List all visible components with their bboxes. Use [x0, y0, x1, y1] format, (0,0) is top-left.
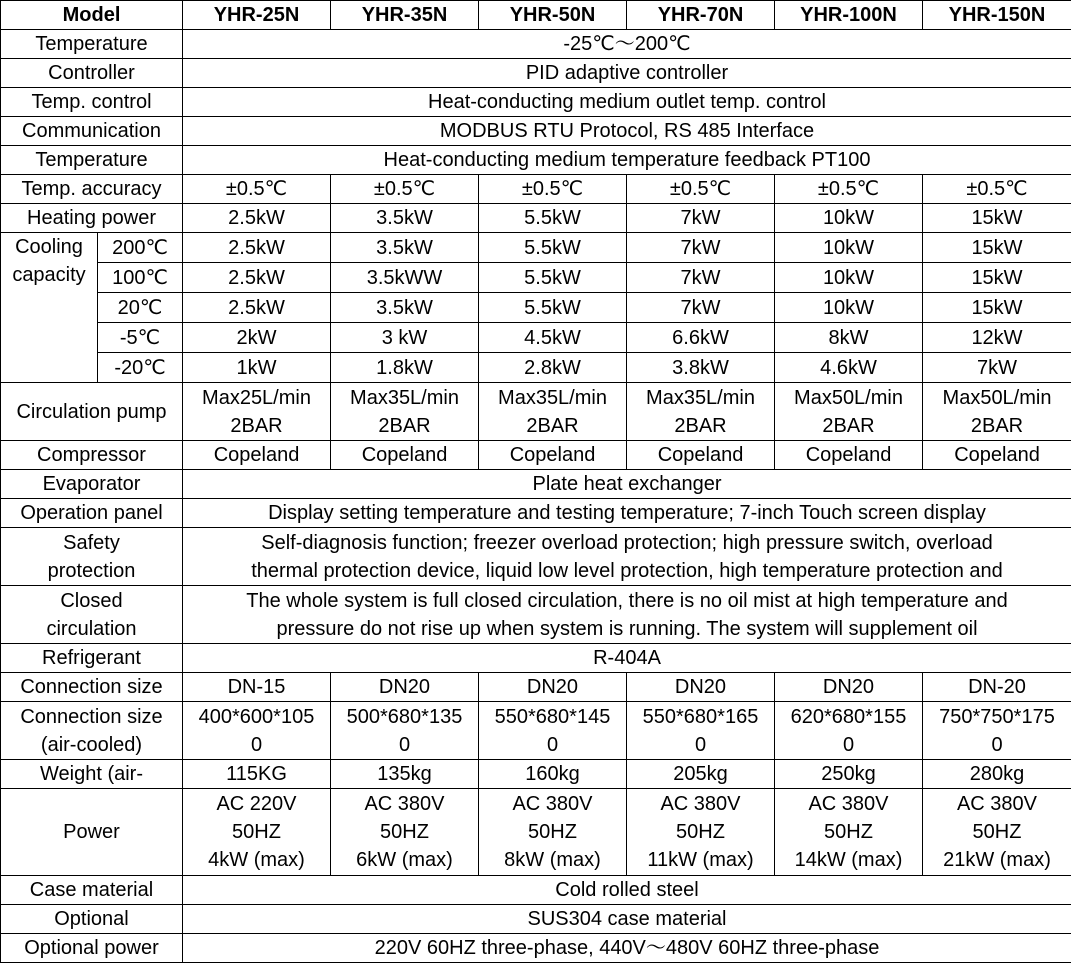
table-cell: 8kW	[775, 323, 923, 353]
evaporator-value: Plate heat exchanger	[183, 470, 1071, 499]
closed-line2: pressure do not rise up when system is running. The system will supplement oil	[276, 617, 978, 640]
table-cell: 205kg	[627, 760, 775, 789]
cooling-row-100	[1, 263, 1071, 293]
dimension-line1: 500*680*135	[346, 705, 463, 728]
pump-pressure: 2BAR	[970, 414, 1024, 437]
row-label: Circulation pump	[1, 383, 183, 441]
safety-protection-row	[1, 528, 1071, 586]
dimension-line1: 620*680*155	[790, 705, 907, 728]
row-label	[1, 586, 183, 644]
safety-line2: thermal protection device, liquid low level protection, high temperature protection and	[251, 559, 1003, 582]
table-cell	[331, 702, 479, 760]
power-max: 4kW (max)	[208, 849, 305, 871]
table-cell: 7kW	[923, 353, 1071, 383]
row-label: Temp. accuracy	[1, 175, 183, 204]
dimensions-row	[1, 702, 1071, 760]
pump-flow: Max35L/min	[498, 386, 607, 409]
weight-row	[1, 760, 1071, 789]
table-cell: DN20	[479, 673, 627, 702]
table-cell: 2.8kW	[479, 353, 627, 383]
cooling-temp: 100℃	[98, 263, 183, 293]
case-material-row	[1, 876, 1071, 905]
power-max: 11kW (max)	[647, 849, 754, 871]
pump-pressure: 2BAR	[674, 414, 727, 437]
table-cell: 7kW	[627, 263, 775, 293]
optional-row	[1, 905, 1071, 934]
circulation-pump-row	[1, 383, 1071, 441]
table-cell	[183, 383, 331, 441]
table-cell: 115KG	[183, 760, 331, 789]
dimension-line1: 400*600*105	[198, 705, 315, 728]
dimensions-label-line1: Connection size	[20, 705, 163, 728]
communication-row	[1, 117, 1071, 146]
table-cell: 1kW	[183, 353, 331, 383]
table-cell	[923, 702, 1071, 760]
row-label: Connection size	[1, 673, 183, 702]
dimension-line1: 550*680*145	[494, 705, 611, 728]
row-label	[1, 702, 183, 760]
table-cell: Copeland	[331, 441, 479, 470]
row-label: Temperature	[1, 30, 183, 59]
table-cell: 10kW	[775, 263, 923, 293]
model-name: YHR-150N	[923, 1, 1071, 30]
table-cell: DN20	[331, 673, 479, 702]
closed-label-line2: circulation	[46, 617, 137, 640]
power-frequency: 50HZ	[528, 821, 577, 843]
cooling-temp: -5℃	[98, 323, 183, 353]
table-cell	[627, 702, 775, 760]
closed-circulation-value	[183, 586, 1071, 644]
table-cell: Copeland	[923, 441, 1071, 470]
table-cell: 15kW	[923, 263, 1071, 293]
table-cell: DN-15	[183, 673, 331, 702]
power-max: 21kW (max)	[943, 849, 1051, 871]
pump-flow: Max35L/min	[646, 386, 755, 409]
table-cell: 15kW	[923, 204, 1071, 233]
cooling-row-20	[1, 293, 1071, 323]
table-cell: 4.5kW	[479, 323, 627, 353]
safety-protection-value	[183, 528, 1071, 586]
dimensions-label-line2: (air-cooled)	[40, 733, 143, 756]
table-cell: ±0.5℃	[627, 175, 775, 204]
row-label: Heating power	[1, 204, 183, 233]
refrigerant-value: R-404A	[183, 644, 1071, 673]
table-cell: 10kW	[775, 293, 923, 323]
row-label: Compressor	[1, 441, 183, 470]
table-cell: 7kW	[627, 204, 775, 233]
table-cell: 7kW	[627, 233, 775, 263]
closed-line1: The whole system is full closed circulation, there is no oil mist at high temperature and	[246, 589, 1008, 612]
row-label: Case material	[1, 876, 183, 905]
controller-row	[1, 59, 1071, 88]
table-cell: 2.5kW	[183, 233, 331, 263]
table-cell	[479, 702, 627, 760]
table-cell	[923, 789, 1071, 876]
row-label: Power	[1, 789, 183, 876]
cooling-temp: 200℃	[98, 233, 183, 263]
table-cell: 3.5kW	[331, 293, 479, 323]
power-frequency: 50HZ	[232, 821, 281, 843]
optional-power-row	[1, 934, 1071, 963]
compressor-row	[1, 441, 1071, 470]
row-label: Temp. control	[1, 88, 183, 117]
model-name: YHR-35N	[331, 1, 479, 30]
optional-power-value: 220V 60HZ three-phase, 440V～480V 60HZ three-phase	[183, 934, 1071, 963]
dimension-line2: 0	[842, 733, 855, 756]
table-cell: 3 kW	[331, 323, 479, 353]
table-cell: Copeland	[775, 441, 923, 470]
power-frequency: 50HZ	[676, 821, 725, 843]
cooling-label-line2: capacity	[12, 264, 86, 286]
power-voltage: AC 380V	[956, 793, 1038, 815]
table-cell: DN-20	[923, 673, 1071, 702]
table-cell: 250kg	[775, 760, 923, 789]
power-frequency: 50HZ	[380, 821, 429, 843]
table-cell: DN20	[775, 673, 923, 702]
pump-flow: Max50L/min	[942, 386, 1052, 409]
row-label: Operation panel	[1, 499, 183, 528]
table-cell	[183, 789, 331, 876]
header-row	[1, 1, 1071, 30]
table-cell: 5.5kW	[479, 204, 627, 233]
heating-power-row	[1, 204, 1071, 233]
table-cell: 5.5kW	[479, 293, 627, 323]
table-cell: 160kg	[479, 760, 627, 789]
temperature-row	[1, 30, 1071, 59]
dimension-line2: 0	[991, 733, 1003, 756]
table-cell: 3.5kWW	[331, 263, 479, 293]
dimension-line1: 550*680*165	[642, 705, 759, 728]
table-cell	[331, 789, 479, 876]
table-cell: 5.5kW	[479, 263, 627, 293]
table-cell: 135kg	[331, 760, 479, 789]
dimension-line2: 0	[398, 733, 411, 756]
power-max: 8kW (max)	[504, 849, 601, 871]
pump-pressure: 2BAR	[230, 414, 283, 437]
row-label: Optional	[1, 905, 183, 934]
row-label: Controller	[1, 59, 183, 88]
model-header-label: Model	[1, 1, 183, 30]
cooling-row-minus20	[1, 353, 1071, 383]
power-frequency: 50HZ	[972, 821, 1022, 843]
cooling-capacity-label	[1, 233, 98, 383]
table-cell: DN20	[627, 673, 775, 702]
temperature-feedback-value: Heat-conducting medium temperature feedback PT100	[183, 146, 1071, 175]
power-voltage: AC 380V	[512, 793, 593, 815]
dimension-line1: 750*750*175	[939, 705, 1055, 728]
table-cell	[775, 383, 923, 441]
table-cell: 2.5kW	[183, 204, 331, 233]
closed-label-line1: Closed	[60, 589, 123, 612]
controller-value: PID adaptive controller	[183, 59, 1071, 88]
table-cell: 4.6kW	[775, 353, 923, 383]
power-frequency: 50HZ	[824, 821, 873, 843]
evaporator-row	[1, 470, 1071, 499]
table-cell	[183, 702, 331, 760]
row-label: Evaporator	[1, 470, 183, 499]
refrigerant-row	[1, 644, 1071, 673]
cooling-row-minus5	[1, 323, 1071, 353]
table-cell: 2.5kW	[183, 293, 331, 323]
cooling-label-line1: Cooling	[15, 236, 83, 258]
pump-pressure: 2BAR	[526, 414, 579, 437]
case-material-value: Cold rolled steel	[183, 876, 1071, 905]
connection-size-row	[1, 673, 1071, 702]
table-cell: 12kW	[923, 323, 1071, 353]
table-cell: ±0.5℃	[183, 175, 331, 204]
table-cell: Copeland	[183, 441, 331, 470]
table-cell: Copeland	[627, 441, 775, 470]
table-cell: 10kW	[775, 204, 923, 233]
pump-flow: Max35L/min	[350, 386, 459, 409]
table-cell	[775, 702, 923, 760]
row-label: Weight (air-	[1, 760, 183, 789]
table-cell: 3.5kW	[331, 204, 479, 233]
table-cell: 3.5kW	[331, 233, 479, 263]
table-cell	[331, 383, 479, 441]
table-cell	[775, 789, 923, 876]
power-max: 6kW (max)	[356, 849, 453, 871]
table-cell: ±0.5℃	[331, 175, 479, 204]
dimension-line2: 0	[546, 733, 559, 756]
safety-label-line2: protection	[47, 559, 136, 582]
table-cell: 15kW	[923, 293, 1071, 323]
safety-label-line1: Safety	[63, 531, 120, 554]
power-voltage: AC 220V	[216, 793, 297, 815]
power-voltage: AC 380V	[660, 793, 741, 815]
table-cell	[479, 789, 627, 876]
pump-pressure: 2BAR	[822, 414, 875, 437]
dimension-line2: 0	[694, 733, 707, 756]
row-label: Refrigerant	[1, 644, 183, 673]
table-cell: ±0.5℃	[775, 175, 923, 204]
table-cell: 6.6kW	[627, 323, 775, 353]
row-label: Optional power	[1, 934, 183, 963]
model-name: YHR-70N	[627, 1, 775, 30]
row-label: Communication	[1, 117, 183, 146]
table-cell: 15kW	[923, 233, 1071, 263]
table-cell: 7kW	[627, 293, 775, 323]
temperature-feedback-row	[1, 146, 1071, 175]
table-cell: 10kW	[775, 233, 923, 263]
table-cell: Copeland	[479, 441, 627, 470]
table-cell: ±0.5℃	[479, 175, 627, 204]
table-cell: ±0.5℃	[923, 175, 1071, 204]
power-max: 14kW (max)	[794, 849, 903, 871]
model-name: YHR-50N	[479, 1, 627, 30]
table-cell: 5.5kW	[479, 233, 627, 263]
table-cell	[627, 383, 775, 441]
power-voltage: AC 380V	[808, 793, 889, 815]
table-cell	[627, 789, 775, 876]
temp-control-value: Heat-conducting medium outlet temp. control	[183, 88, 1071, 117]
safety-line1: Self-diagnosis function; freezer overload protection; high pressure switch, overload	[261, 531, 993, 554]
table-cell	[923, 383, 1071, 441]
temp-control-row	[1, 88, 1071, 117]
table-cell: 1.8kW	[331, 353, 479, 383]
table-cell: 2kW	[183, 323, 331, 353]
pump-flow: Max50L/min	[794, 386, 903, 409]
operation-panel-value: Display setting temperature and testing temperature; 7-inch Touch screen display	[183, 499, 1071, 528]
power-row	[1, 789, 1071, 876]
dimension-line2: 0	[250, 733, 263, 756]
temp-accuracy-row	[1, 175, 1071, 204]
power-voltage: AC 380V	[364, 793, 445, 815]
communication-value: MODBUS RTU Protocol, RS 485 Interface	[183, 117, 1071, 146]
model-name: YHR-100N	[775, 1, 923, 30]
row-label: Temperature	[1, 146, 183, 175]
table-cell: 280kg	[923, 760, 1071, 789]
pump-flow: Max25L/min	[202, 386, 311, 409]
operation-panel-row	[1, 499, 1071, 528]
cooling-temp: 20℃	[98, 293, 183, 323]
cooling-row-200	[1, 233, 1071, 263]
row-label	[1, 528, 183, 586]
table-cell: 3.8kW	[627, 353, 775, 383]
optional-value: SUS304 case material	[183, 905, 1071, 934]
pump-pressure: 2BAR	[378, 414, 431, 437]
cooling-temp: -20℃	[98, 353, 183, 383]
temperature-range: -25℃～200℃	[183, 30, 1071, 59]
model-name: YHR-25N	[183, 1, 331, 30]
table-cell: 2.5kW	[183, 263, 331, 293]
table-cell	[479, 383, 627, 441]
closed-circulation-row	[1, 586, 1071, 644]
